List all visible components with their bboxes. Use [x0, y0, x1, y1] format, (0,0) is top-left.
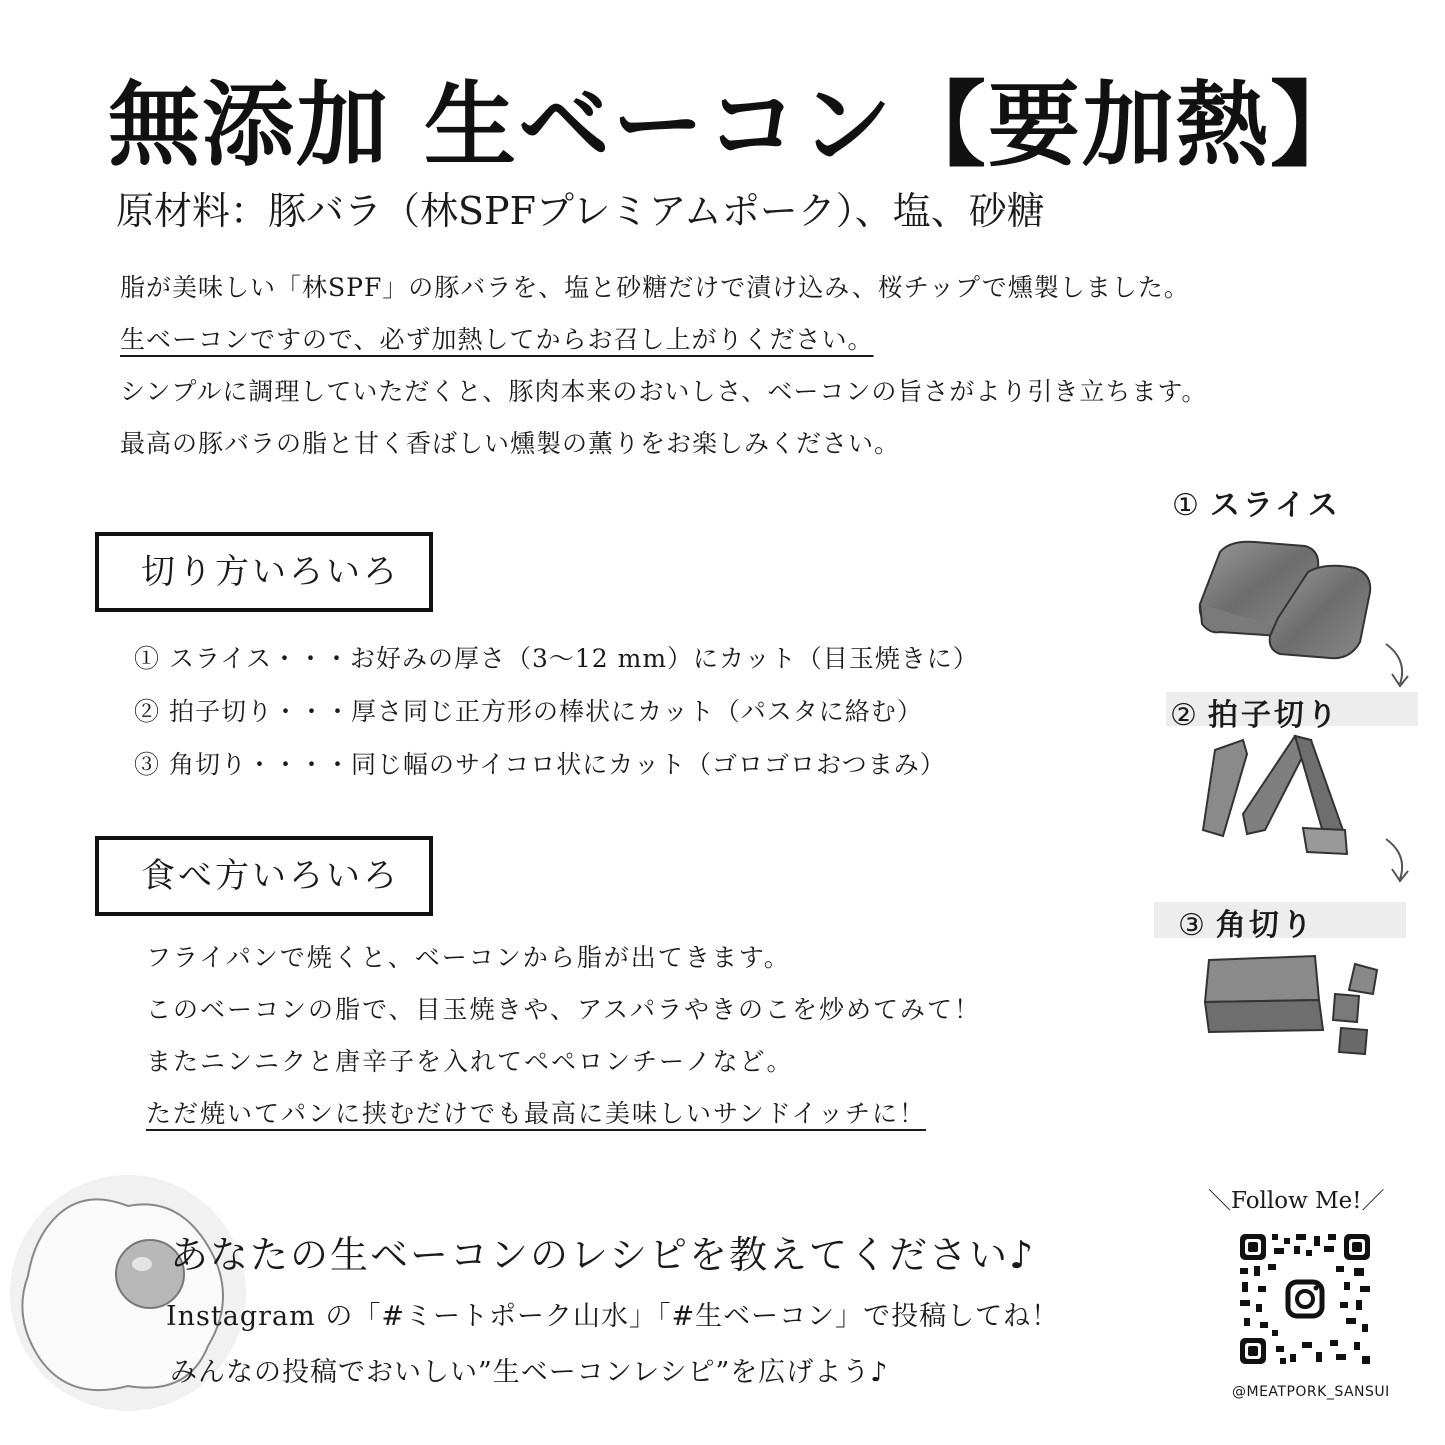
intro-warning-line: 生ベーコンですので、必ず加熱してからお召し上がりください。	[120, 325, 874, 354]
cut-section-heading: 切り方いろいろ	[95, 532, 433, 612]
intro-line: 最高の豚バラの脂と甘く香ばしい燻製の薫りをお楽しみください。	[120, 429, 901, 458]
step-label-cube	[1178, 900, 1315, 944]
eat-item: ただ焼いてパンに挟むだけでも最高に美味しいサンドイッチに！	[146, 1099, 927, 1128]
step-name: 角切り	[1215, 908, 1315, 943]
step-name: 拍子切り	[1207, 698, 1340, 733]
ingredients-line: 原材料：豚バラ（林SPFプレミアムポーク）、塩、砂糖	[116, 189, 1045, 233]
intro-line: 脂が美味しい「林SPF」の豚バラを、塩と砂糖だけで漬け込み、桜チップで燻製しました。	[120, 273, 1190, 302]
bacon-stick-illustration	[1195, 730, 1365, 860]
bacon-slice-illustration	[1190, 532, 1390, 672]
cut-item: ① スライス・・・お好みの厚さ（3～12 mm）にカット（目玉焼きに）	[134, 644, 979, 673]
eat-item: このベーコンの脂で、目玉焼きや、アスパラやきのこを炒めてみて！	[146, 995, 982, 1024]
arrow-down-icon	[1378, 640, 1418, 690]
cut-list	[134, 632, 979, 791]
step-number: ②	[1170, 698, 1200, 733]
step-name: スライス	[1209, 488, 1341, 523]
cta-title: あなたの生ベーコンのレシピを教えてください♪	[170, 1233, 1036, 1277]
cta-line: みんなの投稿でおいしい”生ベーコンレシピ”を広げよう♪	[170, 1357, 889, 1388]
intro-paragraph	[120, 262, 1207, 470]
step-number: ③	[1178, 908, 1208, 943]
cut-item: ③ 角切り・・・・同じ幅のサイコロ状にカット（ゴロゴロおつまみ）	[134, 750, 946, 779]
cta-line: Instagram の「#ミートポーク山水」「#生ベーコン」で投稿してね！	[166, 1301, 1060, 1332]
intro-line: シンプルに調理していただくと、豚肉本来のおいしさ、ベーコンの旨さがより引き立ちます。	[120, 377, 1208, 406]
step-number: ①	[1172, 488, 1202, 523]
eat-item: フライパンで焼くと、ベーコンから脂が出てきます。	[146, 943, 791, 972]
cut-item: ② 拍子切り・・・厚さ同じ正方形の棒状にカット（パスタに絡む）	[134, 697, 923, 726]
step-label-stick	[1170, 690, 1340, 734]
eat-section-heading: 食べ方いろいろ	[95, 836, 433, 916]
page-title: 無添加 生ベーコン【要加熱】	[108, 71, 1365, 179]
step-label-slice	[1172, 480, 1341, 524]
instagram-icon	[1280, 1274, 1330, 1324]
follow-label: ＼Follow Me!／	[1208, 1188, 1385, 1214]
arrow-down-icon	[1378, 835, 1418, 885]
instagram-handle[interactable]: @MEATPORK_SANSUI	[1232, 1384, 1390, 1400]
eat-item: またニンニクと唐辛子を入れてペペロンチーノなど。	[146, 1047, 794, 1076]
eat-list	[146, 932, 981, 1140]
qr-code[interactable]	[1236, 1230, 1374, 1368]
bacon-cube-illustration	[1195, 950, 1395, 1060]
